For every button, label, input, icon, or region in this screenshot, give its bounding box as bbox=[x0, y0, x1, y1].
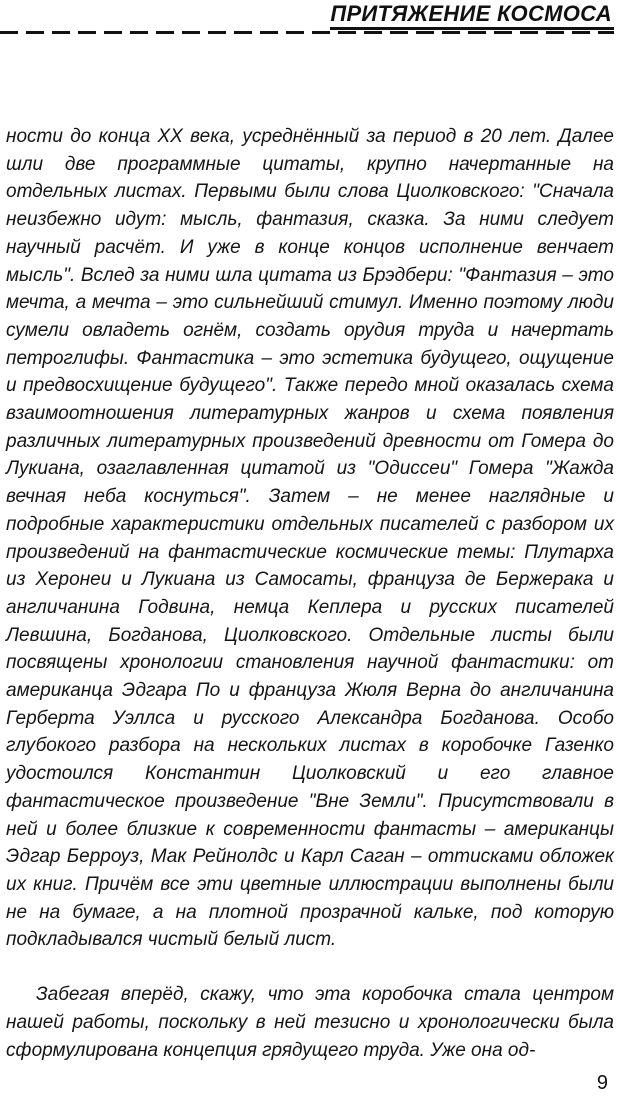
header-rule-solid bbox=[330, 27, 614, 30]
running-header-title: ПРИТЯЖЕНИЕ КОСМОСА bbox=[330, 1, 612, 26]
header-rule-dashed bbox=[0, 31, 614, 34]
running-header bbox=[0, 0, 620, 40]
page-number: 9 bbox=[596, 1072, 608, 1094]
paragraph-1: ности до конца XX века, усреднённый за период в 20 лет. Далее шли две программные цитаты, крупно начертанные на отдельных листах. Первыми были слова Циолковского: "Сначала неизбежно идут: мысль, фантазия, сказка. За ними следует научный расчёт. И уже в конце концов исполнение венчает мысль". Вслед за ними шла цитата из Брэдбери: "Фантазия – это мечта, а мечта – это сильнейший стимул. Именно поэтому люди сумели овладеть огнём, создать орудия труда и начертать петроглифы. Фантастика – это эстетика будущего, ощущение и предвосхищение будущего". Также передо мной оказалась схема взаимоотношения литературных жанров и схема появления различных литературных произведений древности от Гомера до Лукиана, озаглавленная цитатой из "Одиссеи" Гомера "Жажда вечная неба коснуться". Затем – не менее наглядные и подробные характеристики отдельных писателей с разбором их произведений на фантастические космические темы: Плутарха из Херонеи и Лукиана из Самосаты, француза де Бержерака и англичанина Годвина, немца Кеплера и русских писателей Левшина, Богданова, Циолковского. Отдельные листы были посвящены хронологии становления научной фантастики: от американца Эдгара По и француза Жюля Верна до англичанина Герберта Уэллса и русского Александра Богданова. Особо глубокого разбора на нескольких листах в коробочке Газенко удостоился Константин Циолковский и его главное фантастическое произведение "Вне Земли". Присутствовали в ней и более близкие к современности фантасты – американцы Эдгар Берроуз, Мак Рейнолдс и Карл Саган – оттисками обложек их книг. Причём все эти цветные иллюстрации выполнены были не на бумаге, а на плотной прозрачной кальке, под которую подкладывался чистый белый лист. bbox=[6, 126, 614, 951]
paragraph-2: Забегая вперёд, скажу, что эта коробочка стала центром нашей работы, поскольку в ней тезисно и хронологически была сформулирована концепция грядущего труда. Уже она од- bbox=[6, 984, 614, 1061]
body-text bbox=[6, 123, 614, 1064]
